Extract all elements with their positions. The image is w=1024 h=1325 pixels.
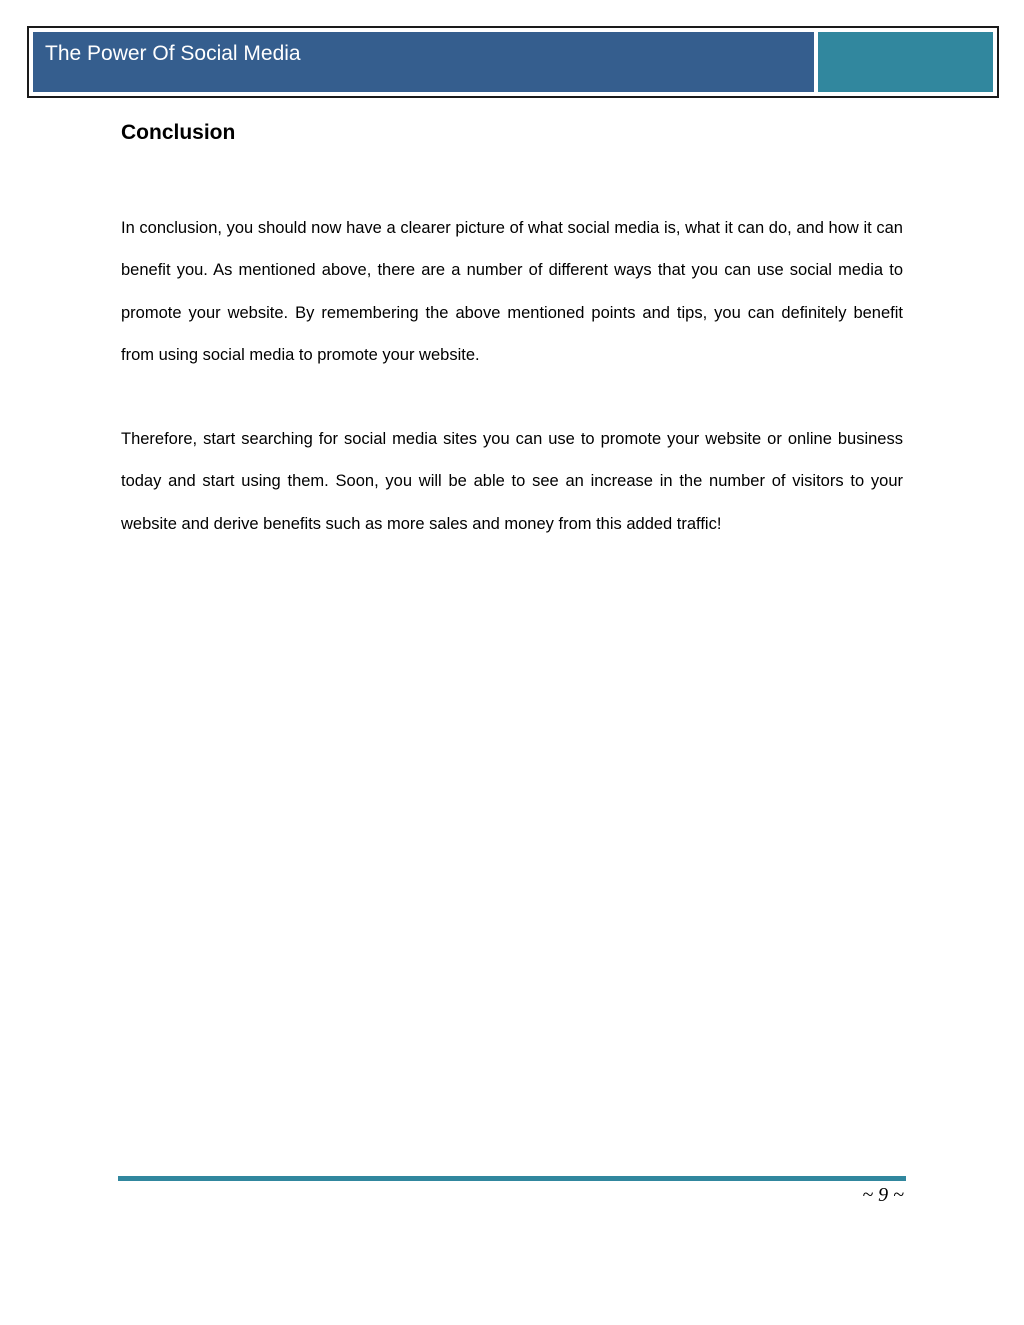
- header-accent-block: [818, 32, 993, 92]
- section-heading: Conclusion: [121, 121, 236, 144]
- header-frame: [27, 26, 999, 98]
- header-title-block: [33, 32, 814, 92]
- paragraph-2: Therefore, start searching for social media sites you can use to promote your website or online business today and start using them. Soon, you will be able to see an increase in the number of visitors to your website and derive benefits such as more sales and money from this added traffic!: [121, 430, 903, 533]
- footer-divider: [118, 1176, 906, 1181]
- document-title: The Power Of Social Media: [45, 42, 301, 65]
- paragraph-1: In conclusion, you should now have a clearer picture of what social media is, what it can do, and how it can benefit you. As mentioned above, there are a number of different ways that you can use social media to promote your website. By remembering the above mentioned points and tips, you can definitely benefit from using social media to promote your website.: [121, 219, 903, 364]
- page-number: ~ 9 ~: [862, 1184, 904, 1206]
